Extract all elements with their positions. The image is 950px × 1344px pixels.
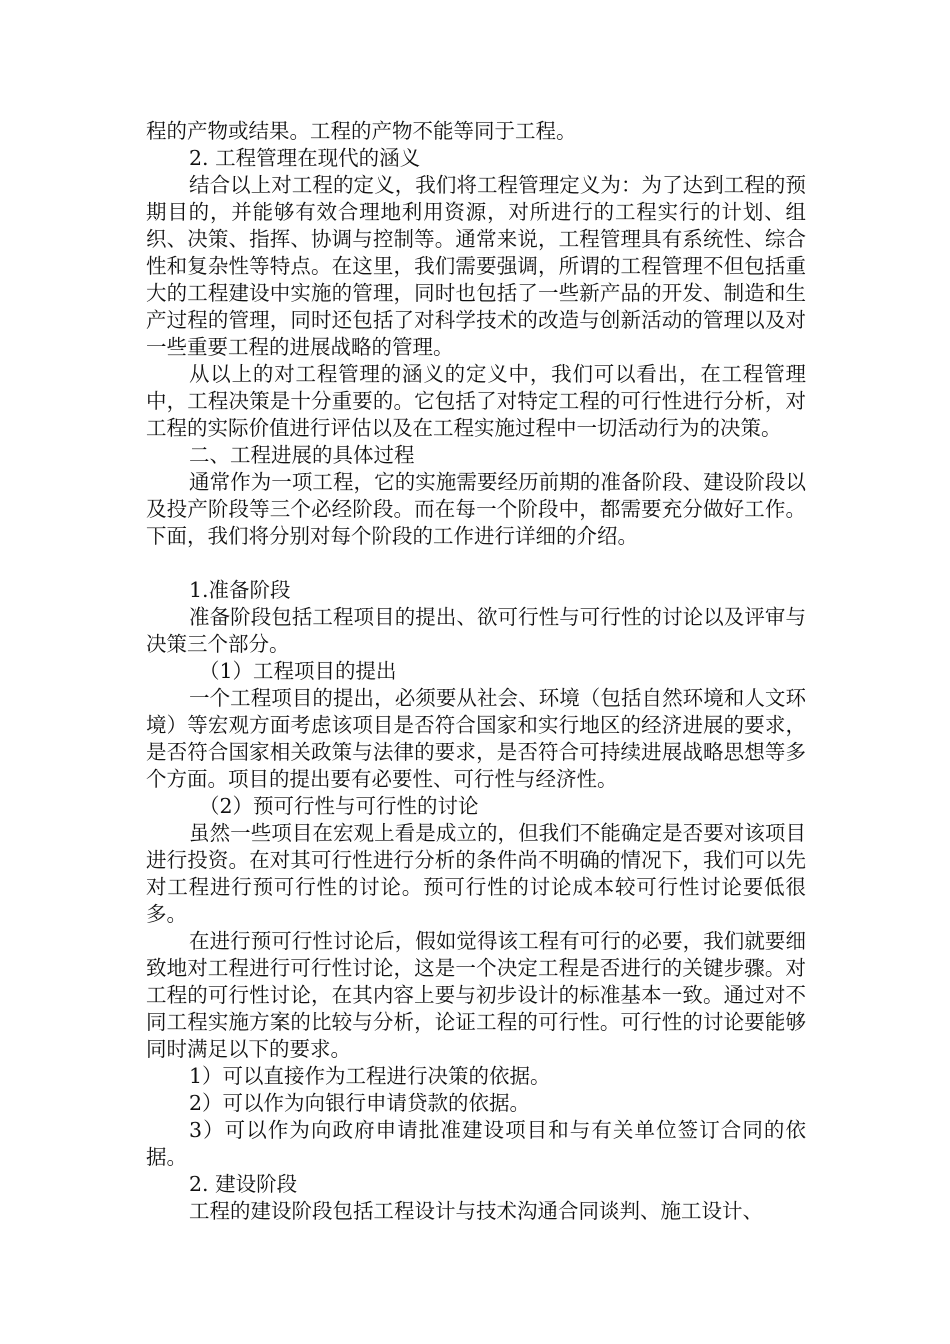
list-item-requirement-1: 1）可以直接作为工程进行决策的依据。	[189, 1064, 551, 1088]
subheading-feasibility-study: （2）预可行性与可行性的讨论	[199, 794, 479, 818]
subheading-engineering-management-meaning: 2. 工程管理在现代的涵义	[189, 146, 421, 170]
subheading-construction-stage: 2. 建设阶段	[189, 1172, 298, 1196]
list-item-requirement-2: 2）可以作为向银行申请贷款的依据。	[189, 1091, 531, 1115]
paragraph-pre-feasibility: 虽然一些项目在宏观上看是成立的，但我们不能确定是否要对该项目进行投资。在对其可行性进行分析的条件尚不明确的情况下，我们可以先对工程进行预可行性的讨论。预可行性的讨论成本较可行性讨论要低很多。	[146, 821, 806, 926]
document-body	[146, 118, 806, 1225]
paragraph-management-definition: 结合以上对工程的定义，我们将工程管理定义为：为了达到工程的预期目的，并能够有效合理地利用资源，对所进行的工程实行的计划、组织、决策、指挥、协调与控制等。通常来说，工程管理具有系统性、综合性和复杂性等特点。在这里，我们需要强调，所谓的工程管理不但包括重大的工程建设中实施的管理，同时也包括了一些新产品的开发、制造和生产过程的管理，同时还包括了对科学技术的改造与创新活动的管理以及对一些重要工程的进展战略的管理。	[146, 173, 806, 359]
list-item-requirement-3: 3）可以作为向政府申请批准建设项目和与有关单位签订合同的依据。	[146, 1118, 806, 1169]
paragraph-continuation: 程的产物或结果。工程的产物不能等同于工程。	[146, 119, 577, 143]
paragraph-engineering-decision: 从以上的对工程管理的涵义的定义中，我们可以看出，在工程管理中，工程决策是十分重要的。它包括了对特定工程的可行性进行分析，对工程的实际价值进行评估以及在工程实施过程中一切活动行为的决策。	[146, 362, 806, 440]
section-heading-process: 二、工程进展的具体过程	[189, 443, 415, 467]
paragraph-spacer	[146, 550, 806, 577]
subheading-project-proposal: （1）工程项目的提出	[199, 659, 397, 683]
paragraph-project-proposal: 一个工程项目的提出，必须要从社会、环境（包括自然环境和人文环境）等宏观方面考虑该项目是否符合国家和实行地区的经济进展的要求，是否符合国家相关政策与法律的要求，是否符合可持续进展战略思想等多个方面。项目的提出要有必要性、可行性与经济性。	[146, 686, 806, 791]
subheading-preparation-stage: 1.准备阶段	[189, 578, 291, 602]
paragraph-three-stages: 通常作为一项工程，它的实施需要经历前期的准备阶段、建设阶段以及投产阶段等三个必经阶段。而在每一个阶段中，都需要充分做好工作。下面，我们将分别对每个阶段的工作进行详细的介绍。	[146, 470, 806, 548]
paragraph-feasibility: 在进行预可行性讨论后，假如觉得该工程有可行的必要，我们就要细致地对工程进行可行性讨论，这是一个决定工程是否进行的关键步骤。对工程的可行性讨论，在其内容上要与初步设计的标准基本一致。通过对不同工程实施方案的比较与分析，论证工程的可行性。可行性的讨论要能够同时满足以下的要求。	[146, 929, 806, 1061]
paragraph-preparation-parts: 准备阶段包括工程项目的提出、欲可行性与可行性的讨论以及评审与决策三个部分。	[146, 605, 806, 656]
paragraph-construction-stage: 工程的建设阶段包括工程设计与技术沟通合同谈判、施工设计、	[189, 1199, 763, 1223]
